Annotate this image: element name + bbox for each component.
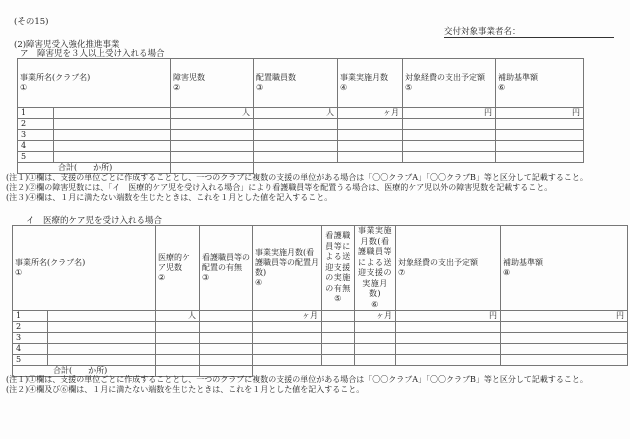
transport-months-cell[interactable] xyxy=(355,344,396,355)
months-cell[interactable] xyxy=(338,130,403,141)
blank-cell xyxy=(496,163,584,174)
table-row xyxy=(13,344,628,355)
office-name-cell[interactable] xyxy=(48,311,156,322)
table-row xyxy=(18,141,584,152)
subsidy-cell[interactable] xyxy=(501,344,628,355)
months-cell[interactable]: ヶ月 xyxy=(253,311,322,322)
recipient-field[interactable] xyxy=(444,25,614,38)
table-b xyxy=(12,225,628,377)
transport-months-cell[interactable] xyxy=(355,333,396,344)
subsidy-cell[interactable] xyxy=(501,333,628,344)
header-months-transport: 事業実施月数(看護職員等による送迎支援の実施月数) ⑥ xyxy=(355,226,396,311)
table-a xyxy=(17,58,584,174)
children-cell[interactable] xyxy=(156,333,200,344)
transport-months-cell[interactable] xyxy=(355,322,396,333)
office-name-cell[interactable] xyxy=(54,152,171,163)
staff-cell[interactable] xyxy=(254,141,338,152)
staff-cell[interactable] xyxy=(254,119,338,130)
subsidy-cell[interactable] xyxy=(496,152,584,163)
header-months: 事業実施月数 ④ xyxy=(338,59,403,108)
row-number: 4 xyxy=(18,141,54,152)
office-name-cell[interactable] xyxy=(54,130,171,141)
total-children-cell[interactable] xyxy=(171,163,254,174)
header-planned-expense: 対象経費の支出予定額 ⑦ xyxy=(396,226,501,311)
expense-cell[interactable] xyxy=(396,322,501,333)
table-row xyxy=(13,355,628,366)
nurse-placement-cell[interactable] xyxy=(200,311,253,322)
expense-cell[interactable] xyxy=(403,152,496,163)
children-cell[interactable] xyxy=(171,130,254,141)
children-cell[interactable] xyxy=(156,322,200,333)
table-b-note-1: (注１)①欄は、支援の単位ごとに作成することとし、一つのクラブに複数の支援の単位がある場合は「〇〇クラブA」「〇〇クラブB」等と区分して記載すること。 xyxy=(6,375,588,384)
expense-cell[interactable] xyxy=(396,355,501,366)
header-nurse-placement: 看護職員等の配置の有無 ③ xyxy=(200,226,253,311)
row-number: 5 xyxy=(18,152,54,163)
header-medical-care-children: 医療的ケア児数 ② xyxy=(156,226,200,311)
office-name-cell[interactable] xyxy=(54,108,171,119)
children-cell[interactable] xyxy=(156,355,200,366)
subsidy-cell[interactable] xyxy=(501,322,628,333)
table-a-header-row xyxy=(18,59,584,108)
header-planned-expense: 対象経費の支出予定額 ⑤ xyxy=(403,59,496,108)
children-cell[interactable] xyxy=(171,119,254,130)
children-cell[interactable] xyxy=(171,141,254,152)
header-transport-support: 看護職員等による送迎支援の実施の有無 ⑤ xyxy=(322,226,355,311)
header-office-name: 事業所名(クラブ名) ① xyxy=(13,226,156,311)
subsidy-cell[interactable] xyxy=(496,130,584,141)
expense-cell[interactable] xyxy=(403,141,496,152)
office-name-cell[interactable] xyxy=(48,344,156,355)
expense-cell[interactable] xyxy=(396,344,501,355)
months-cell[interactable] xyxy=(253,355,322,366)
subsidy-cell[interactable] xyxy=(496,141,584,152)
expense-cell[interactable] xyxy=(396,333,501,344)
table-a-note-2: (注２)②欄の障害児数には、「イ 医療的ケア児を受け入れる場合」により看護職員等を配置うる場合は、医療的ケア児以外の障害児数を記載すること。 xyxy=(6,183,553,192)
header-office-name: 事業所名(クラブ名) ① xyxy=(18,59,171,108)
office-name-cell[interactable] xyxy=(54,141,171,152)
row-number: 1 xyxy=(18,108,54,119)
subsidy-cell[interactable]: 円 xyxy=(501,311,628,322)
total-label: 合計( か所) xyxy=(18,163,171,174)
header-subsidy-base: 補助基準額 ⑧ xyxy=(501,226,628,311)
months-cell[interactable] xyxy=(253,333,322,344)
table-b-title: イ 医療的ケア児を受け入れる場合 xyxy=(26,216,163,226)
nurse-placement-cell[interactable] xyxy=(200,355,253,366)
expense-cell[interactable]: 円 xyxy=(396,311,501,322)
table-row xyxy=(18,152,584,163)
months-cell[interactable] xyxy=(338,152,403,163)
row-number: 2 xyxy=(18,119,54,130)
row-number: 2 xyxy=(13,322,48,333)
nurse-placement-cell[interactable] xyxy=(200,333,253,344)
table-row xyxy=(13,322,628,333)
table-a-total-row xyxy=(18,163,584,174)
table-row xyxy=(13,333,628,344)
table-b-header-row xyxy=(13,226,628,311)
transport-cell[interactable] xyxy=(322,355,355,366)
row-number: 1 xyxy=(13,311,48,322)
months-cell[interactable] xyxy=(338,119,403,130)
page-label: (その15) xyxy=(14,17,49,27)
transport-cell[interactable] xyxy=(322,333,355,344)
table-b-note-2: (注２)④欄及び⑥欄は、１月に満たない端数を生じたときは、これを１月とした値を記入すること。 xyxy=(6,385,365,394)
subsidy-cell[interactable] xyxy=(501,355,628,366)
table-row xyxy=(18,108,584,119)
row-number: 3 xyxy=(18,130,54,141)
expense-cell[interactable] xyxy=(403,130,496,141)
section-title: (2)障害児受入強化推進事業 xyxy=(14,40,120,50)
row-number: 4 xyxy=(13,344,48,355)
table-row xyxy=(18,130,584,141)
months-cell[interactable] xyxy=(253,344,322,355)
header-disabled-children: 障害児数 ② xyxy=(171,59,254,108)
total-label: 合計( か所) xyxy=(13,366,156,377)
children-cell[interactable] xyxy=(171,152,254,163)
transport-cell[interactable] xyxy=(322,322,355,333)
subsidy-cell[interactable]: 円 xyxy=(496,108,584,119)
header-subsidy-base: 補助基準額 ⑥ xyxy=(496,59,584,108)
expense-cell[interactable] xyxy=(403,119,496,130)
header-staff-count: 配置職員数 ③ xyxy=(254,59,338,108)
nurse-placement-cell[interactable] xyxy=(200,344,253,355)
table-a-title: ア 障害児を３人以上受け入れる場合 xyxy=(20,49,165,59)
months-cell[interactable]: ヶ月 xyxy=(338,108,403,119)
staff-cell[interactable] xyxy=(254,152,338,163)
table-row xyxy=(13,311,628,322)
staff-cell[interactable] xyxy=(254,130,338,141)
header-months-nurse: 事業実施月数(看護職員等の配置月数) ④ xyxy=(253,226,322,311)
children-cell[interactable] xyxy=(156,344,200,355)
office-name-cell[interactable] xyxy=(48,322,156,333)
months-cell[interactable] xyxy=(253,322,322,333)
nurse-placement-cell[interactable] xyxy=(200,322,253,333)
blank-cell xyxy=(403,163,496,174)
recipient-label: 交付対象事業者名： xyxy=(444,27,521,37)
table-row xyxy=(18,119,584,130)
transport-cell[interactable] xyxy=(322,344,355,355)
transport-months-cell[interactable] xyxy=(355,355,396,366)
transport-cell[interactable] xyxy=(322,311,355,322)
row-number: 5 xyxy=(13,355,48,366)
transport-months-cell[interactable]: ヶ月 xyxy=(355,311,396,322)
row-number: 3 xyxy=(13,333,48,344)
office-name-cell[interactable] xyxy=(54,119,171,130)
children-cell[interactable]: 人 xyxy=(156,311,200,322)
blank-cell xyxy=(254,163,338,174)
table-a-note-1: (注１)①欄は、支援の単位ごとに作成することとし、一つのクラブに複数の支援の単位がある場合は「〇〇クラブA」「〇〇クラブB」等と区分して記載すること。 xyxy=(6,173,588,182)
office-name-cell[interactable] xyxy=(48,355,156,366)
children-cell[interactable]: 人 xyxy=(171,108,254,119)
staff-cell[interactable]: 人 xyxy=(254,108,338,119)
office-name-cell[interactable] xyxy=(48,333,156,344)
subsidy-cell[interactable] xyxy=(496,119,584,130)
blank-cell xyxy=(338,163,403,174)
table-a-note-3: (注３)④欄は、１月に満たない端数を生じたときは、これを１月とした値を記入すること。 xyxy=(6,193,333,202)
months-cell[interactable] xyxy=(338,141,403,152)
expense-cell[interactable]: 円 xyxy=(403,108,496,119)
